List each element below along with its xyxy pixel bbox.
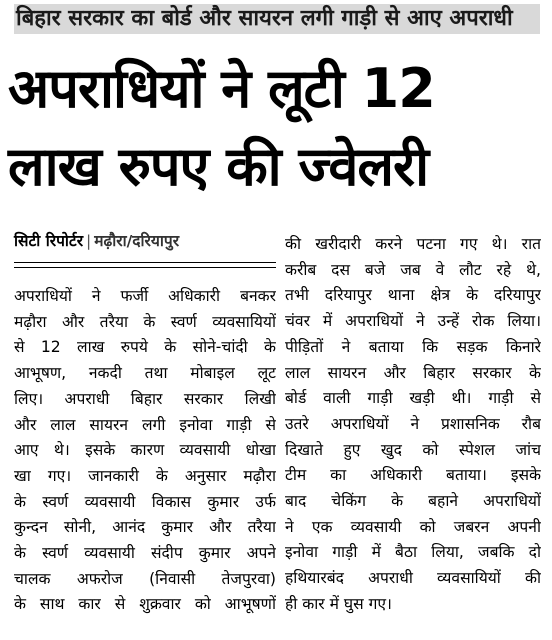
article-column-right — [285, 232, 541, 618]
article-line: के स्वर्ण व्यवसायी संदीप कुमार अपने — [14, 544, 276, 563]
article-line: आए थे। इसके कारण व्यवसायी धोखा — [14, 441, 276, 460]
article-line: कुन्दन सोनी, आनंद कुमार और तरैया — [14, 518, 276, 537]
byline-reporter: सिटी रिपोर्टर — [14, 232, 84, 250]
article-line: लाल सायरन और बिहार सरकार के — [285, 363, 541, 382]
article-line: उतरे अपराधियों ने प्रशासनिक रौब — [285, 414, 541, 433]
article-line: मढ़ौरा और तरैया के स्वर्ण व्यवसायियों — [14, 312, 276, 331]
article-line: खा गए। जानकारी के अनुसार मढ़ौरा — [14, 466, 276, 485]
article-line: इनोवा गाड़ी में बैठा लिया, जबकि दो — [285, 543, 541, 562]
article-line: के स्वर्ण व्यवसायी विकास कुमार उर्फ — [14, 492, 276, 511]
article-line: चंवर में अपराधियों ने उन्हें रोक लिया। — [285, 312, 541, 331]
article-line: पीड़ितों ने बताया कि सड़क किनारे — [285, 337, 541, 356]
headline-line-1: अपराधियों ने लूटी 12 — [8, 57, 435, 120]
article-line: चालक अफरोज (निवासी तेजपुरवा) — [14, 569, 276, 588]
article-line: टीम का अधिकारी बताया। इसके — [285, 466, 541, 485]
article-line: हथियारबंद अपराधी व्यवसायियों की — [285, 569, 541, 588]
article-line: के साथ कार से शुक्रवार को आभूषणों — [14, 595, 276, 614]
article-line: आभूषण, नकदी तथा मोबाइल लूट — [14, 364, 276, 383]
byline-location: मढ़ौरा/दरियापुर — [94, 232, 180, 250]
article-line: लिए। अपराधी बिहार सरकार लिखी — [14, 389, 276, 408]
headline-line-2: लाख रुपए की ज्वेलरी — [8, 135, 429, 198]
article-line: से 12 लाख रुपये के सोने-चांदी के — [14, 338, 276, 357]
byline — [14, 230, 278, 252]
article-line: ही कार में घुस गए। — [285, 594, 392, 613]
article-line: ने एक व्यवसायी को जबरन अपनी — [285, 517, 541, 536]
article-line: बाद चेकिंग के बहाने अपराधियों — [285, 492, 541, 511]
byline-separator: | — [86, 232, 92, 250]
article-line: अपराधियों ने फर्जी अधिकारी बनकर — [14, 287, 276, 305]
kicker-strap: बिहार सरकार का बोर्ड और सायरन लगी गाड़ी से आए अपराधी — [14, 4, 540, 34]
article-line: दिखाते हुए खुद को स्पेशल जांच — [285, 440, 541, 459]
article-line: की खरीदारी करने पटना गए थे। रात — [285, 235, 541, 253]
article-column-left — [14, 284, 276, 618]
headline — [8, 50, 548, 206]
article-line: करीब दस बजे जब वे लौट रहे थे, — [285, 260, 541, 279]
byline-rule — [14, 262, 276, 268]
article-line: बोर्ड वाली गाड़ी खड़ी थी। गाड़ी से — [285, 389, 541, 408]
article-line: तभी दरियापुर थाना क्षेत्र के दरियापुर — [285, 286, 541, 305]
article-line: और लाल सायरन लगी इनोवा गाड़ी से — [14, 415, 276, 434]
